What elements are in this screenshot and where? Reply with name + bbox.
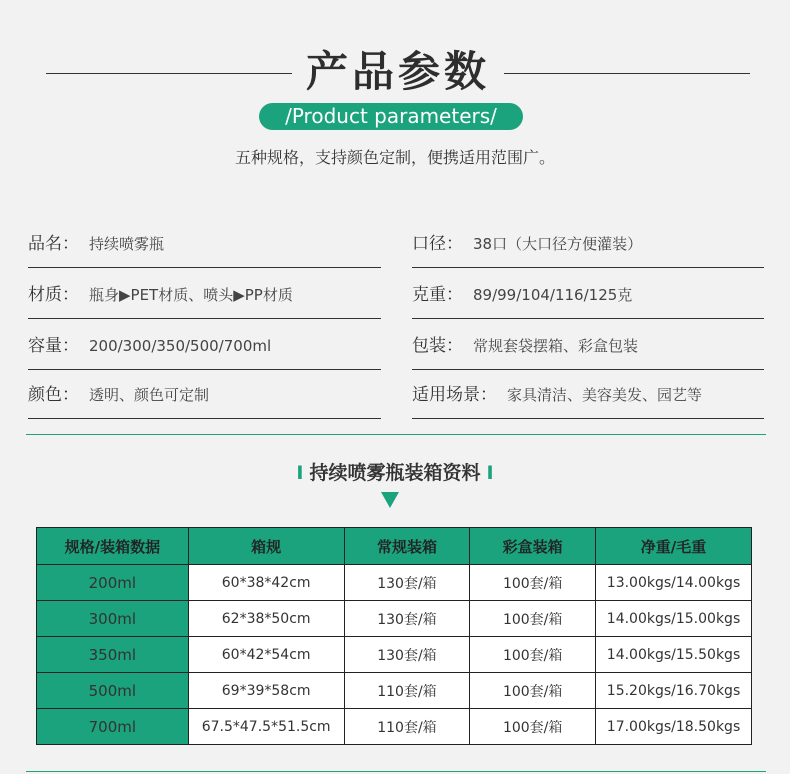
packing-section-title <box>0 458 790 488</box>
table-cell: 100套/箱 <box>470 601 596 637</box>
table-cell: 62*38*50cm <box>188 601 344 637</box>
table-row <box>37 637 752 673</box>
spec-cell: 350ml <box>37 637 189 673</box>
table-row <box>37 565 752 601</box>
param-value: 持续喷雾瓶 <box>89 235 165 253</box>
description-text: 五种规格，支持颜色定制，便携适用范围广。 <box>234 148 555 167</box>
param-capacity <box>28 334 381 370</box>
param-value: 38口（大口径方便灌装） <box>473 235 643 253</box>
table-cell: 100套/箱 <box>470 637 596 673</box>
header-cell: 彩盒装箱 <box>470 528 596 565</box>
param-value: 透明、颜色可定制 <box>89 386 210 404</box>
table-cell: 60*42*54cm <box>188 637 344 673</box>
title-line-right <box>504 73 750 74</box>
packing-table <box>36 527 752 745</box>
table-cell: 14.00kgs/15.00kgs <box>596 601 752 637</box>
param-caliber <box>412 232 764 268</box>
table-cell: 69*39*58cm <box>188 673 344 709</box>
table-header-row <box>37 528 752 565</box>
param-label: 适用场景： <box>412 385 497 405</box>
table-cell: 100套/箱 <box>470 565 596 601</box>
param-material <box>28 283 381 319</box>
table-cell: 130套/箱 <box>344 565 470 601</box>
header-cell: 规格/装箱数据 <box>37 528 189 565</box>
param-value: 家具清洁、美容美发、园艺等 <box>507 386 703 404</box>
table-row <box>37 709 752 745</box>
table-cell: 13.00kgs/14.00kgs <box>596 565 752 601</box>
table-cell: 130套/箱 <box>344 637 470 673</box>
table-cell: 100套/箱 <box>470 709 596 745</box>
param-scenarios <box>412 383 764 419</box>
spec-cell: 700ml <box>37 709 189 745</box>
param-label: 容量： <box>28 336 79 356</box>
table-cell: 60*38*42cm <box>188 565 344 601</box>
title-bar-left: I <box>296 462 304 484</box>
packing-title-text: 持续喷雾瓶装箱资料 <box>309 462 481 484</box>
table-cell: 130套/箱 <box>344 601 470 637</box>
header-cell: 常规装箱 <box>344 528 470 565</box>
table-cell: 100套/箱 <box>470 673 596 709</box>
bottom-divider <box>26 771 766 772</box>
table-cell: 14.00kgs/15.50kgs <box>596 637 752 673</box>
param-label: 口径： <box>412 234 463 254</box>
down-triangle-icon <box>381 492 399 508</box>
param-label: 颜色： <box>28 385 79 405</box>
param-weight <box>412 283 764 319</box>
param-value: 瓶身▶PET材质、喷头▶PP材质 <box>89 286 293 304</box>
header-cell: 净重/毛重 <box>596 528 752 565</box>
table-cell: 110套/箱 <box>344 709 470 745</box>
param-product-name <box>28 232 381 268</box>
spec-cell: 200ml <box>37 565 189 601</box>
table-cell: 110套/箱 <box>344 673 470 709</box>
section-divider <box>26 434 766 435</box>
table-cell: 67.5*47.5*51.5cm <box>188 709 344 745</box>
param-packaging <box>412 334 764 370</box>
spec-cell: 300ml <box>37 601 189 637</box>
param-value: 89/99/104/116/125克 <box>473 286 633 304</box>
param-value: 200/300/350/500/700ml <box>89 337 272 355</box>
title-line-left <box>46 73 292 74</box>
subtitle-pill: /Product parameters/ <box>259 103 523 130</box>
table-row <box>37 601 752 637</box>
param-label: 品名： <box>28 234 79 254</box>
param-color <box>28 383 381 419</box>
param-label: 克重： <box>412 285 463 305</box>
param-value: 常规套袋摆箱、彩盒包装 <box>473 337 639 355</box>
page-title: 产品参数 <box>305 47 490 96</box>
header-cell: 箱规 <box>188 528 344 565</box>
table-cell: 17.00kgs/18.50kgs <box>596 709 752 745</box>
table-cell: 15.20kgs/16.70kgs <box>596 673 752 709</box>
title-bar-right: I <box>486 462 494 484</box>
param-label: 材质： <box>28 285 79 305</box>
spec-cell: 500ml <box>37 673 189 709</box>
param-label: 包装： <box>412 336 463 356</box>
title-row <box>0 42 790 102</box>
table-row <box>37 673 752 709</box>
